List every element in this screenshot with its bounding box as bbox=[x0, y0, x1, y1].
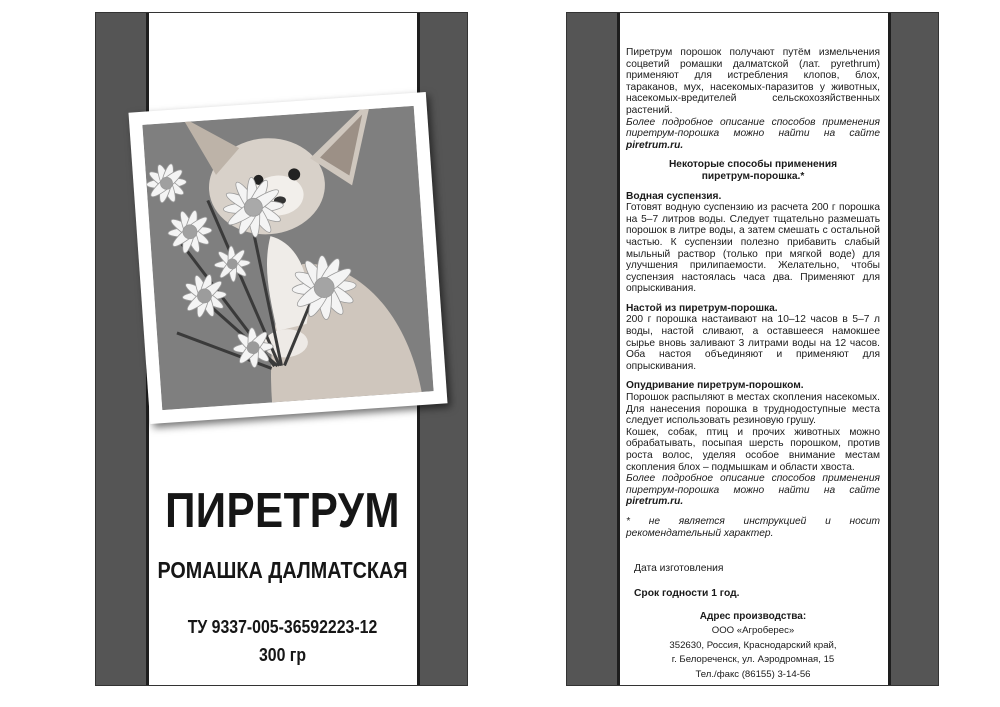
dog-with-daisies-photo bbox=[128, 92, 447, 424]
dusting-text-2: Кошек, собак, птиц и прочих животных можно обрабатывать, посыпая шерсть порошком, против роста волос, уделяя особое внимание местам скопления блох – подмышкам и области хвоста. bbox=[626, 426, 880, 473]
manufacture-date-label: Дата изготовления bbox=[634, 563, 724, 574]
disclaimer: * не является инструкцией и носит рекомендательный характер. bbox=[626, 515, 880, 539]
right-dark-stripe bbox=[888, 13, 891, 685]
product-title: ПИРЕТРУМ bbox=[165, 484, 400, 538]
right-gray-band bbox=[891, 13, 938, 685]
product-subtitle: РОМАШКА ДАЛМАТСКАЯ bbox=[157, 557, 408, 583]
usage-text bbox=[626, 47, 880, 539]
left-gray-band bbox=[567, 13, 617, 685]
shelf-life: Срок годности 1 год. bbox=[634, 588, 740, 599]
more-info-note-2 bbox=[626, 473, 880, 508]
address-line-1: 352630, Россия, Краснодарский край, bbox=[669, 639, 837, 651]
tech-spec-code: ТУ 9337-005-36592223-12 bbox=[187, 617, 378, 637]
infusion-heading: Настой из пиретрум-порошка. bbox=[626, 302, 778, 314]
more-info-text: Более подробное описание способов применения пиретрум-порошка можно найти на сайте bbox=[626, 116, 880, 140]
site-link: piretrum.ru. bbox=[626, 139, 684, 151]
intro-paragraph: Пиретрум порошок получают путём измельчения соцветий ромашки далматской (лат. pyrethrum) применяют для истребления клопов, блох, тараканов, мух, насекомых-паразитов у животных, насекомых-вредителей сельскохозяйственных растений. bbox=[626, 47, 880, 116]
dusting-text-1: Порошок распыляют в местах скопления насекомых. Для нанесения порошка в труднодоступные места следует использовать резиновую грушу. bbox=[626, 392, 880, 427]
back-panel bbox=[566, 12, 939, 686]
methods-heading bbox=[626, 159, 880, 182]
dusting-heading: Опудривание пиретрум-порошком. bbox=[626, 380, 804, 392]
infusion-text: 200 г порошка настаивают на 10–12 часов в 5–7 л воды, настой сливают, а оставшееся намокшее сырье вновь заливают 3 литрами воды на 12 часов. Оба настоя объединяют и применяют для опрыскивания. bbox=[626, 314, 880, 372]
methods-heading-line1: Некоторые способы применения bbox=[668, 159, 838, 171]
phone-fax: Тел./факс (86155) 3-14-56 bbox=[695, 668, 811, 680]
front-panel bbox=[95, 12, 468, 686]
water-suspension-text: Готовят водную суспензию из расчета 200 г порошка на 5–7 литров воды. Следует тщательно размешать порошок в литре воды, а затем смешать с остальной частью. К суспензии полезно прибавить слабый мыльный раствор (только при мягкой воде) для улучшения прилипаемости. Желательно, чтобы суспензия настоялась часа два. Применяют для опрыскивания. bbox=[626, 202, 880, 295]
photo-illustration bbox=[142, 106, 433, 410]
company-name: ООО «Агроберес» bbox=[711, 625, 795, 637]
production-address bbox=[626, 610, 880, 682]
methods-heading-line2: пиретрум-порошка.* bbox=[701, 170, 805, 182]
more-info-text-2: Более подробное описание способов применения пиретрум-порошка можно найти на сайте bbox=[626, 473, 880, 496]
site-link-2: piretrum.ru. bbox=[626, 496, 684, 508]
net-weight: 300 гр bbox=[258, 645, 307, 665]
address-line-2: г. Белореченск, ул. Аэродромная, 15 bbox=[671, 654, 835, 666]
water-suspension-heading: Водная суспензия. bbox=[626, 190, 722, 202]
more-info-note bbox=[626, 117, 880, 152]
address-heading: Адрес производства: bbox=[699, 611, 807, 622]
left-dark-stripe bbox=[617, 13, 620, 685]
